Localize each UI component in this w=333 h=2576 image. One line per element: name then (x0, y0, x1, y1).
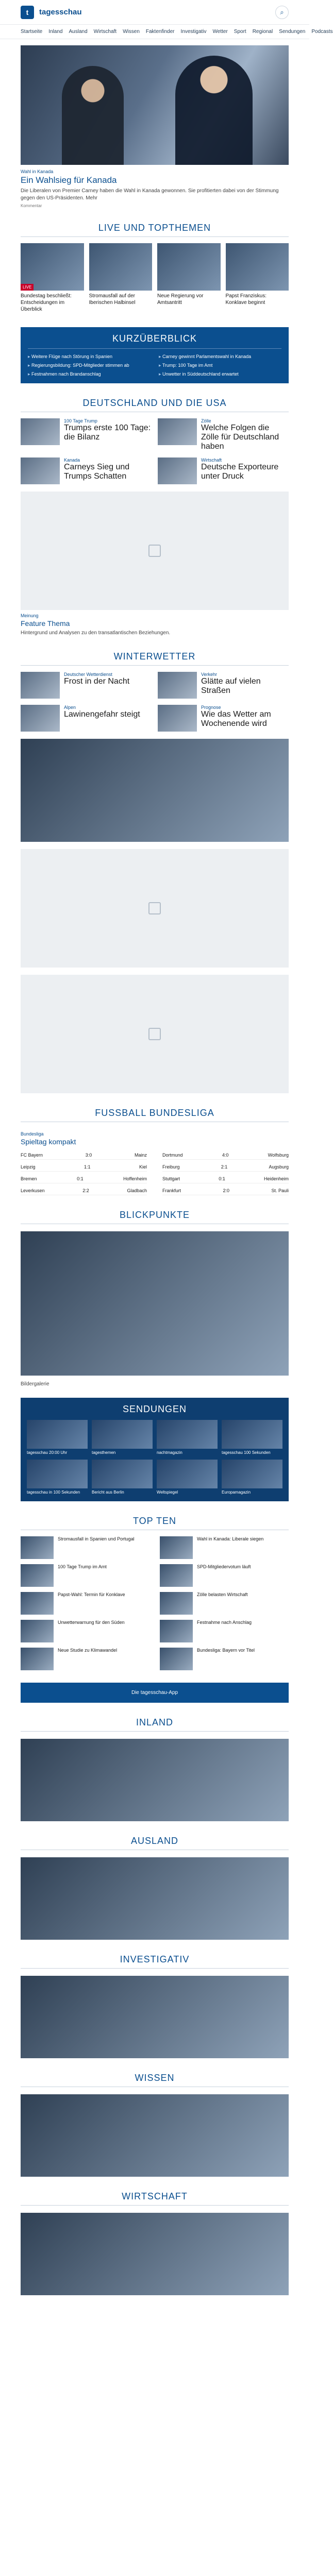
briefing-item[interactable]: ▸ Unwetter in Süddeutschland erwartet (159, 371, 281, 377)
top-item-image[interactable] (21, 1648, 54, 1670)
article-title[interactable]: Frost in der Nacht (64, 676, 130, 686)
nav-item-10[interactable]: Sendungen (279, 29, 306, 35)
match-away: Augsburg (269, 1164, 289, 1170)
top-item[interactable] (21, 1592, 149, 1615)
article-title[interactable]: Deutsche Exporteure unter Druck (201, 463, 279, 481)
match-row[interactable] (162, 1187, 289, 1195)
top-item-title: SPD-Mitgliedervotum läuft (197, 1564, 251, 1569)
article-teaser[interactable] (21, 418, 152, 451)
hero-image[interactable] (21, 45, 289, 165)
match-row[interactable] (21, 1151, 147, 1160)
article-image[interactable] (158, 418, 197, 445)
top-item-title: Wahl in Kanada: Liberale siegen (197, 1536, 264, 1541)
match-away: Mainz (134, 1152, 147, 1158)
briefing-list (28, 354, 281, 377)
top-bar (0, 0, 309, 25)
section-title-weather: WINTERWETTER (0, 651, 309, 666)
match-score: 0:1 (77, 1176, 84, 1181)
match-row[interactable] (162, 1175, 289, 1183)
top-item[interactable] (21, 1620, 149, 1642)
section-title-ausland: AUSLAND (0, 1836, 309, 1850)
article-kicker: Wirtschaft (201, 457, 222, 463)
search-icon[interactable]: ⌕ (275, 6, 289, 19)
article-image[interactable] (21, 672, 60, 699)
article-title[interactable]: Wie das Wetter am Wochenende wird (201, 709, 271, 728)
feature-title[interactable]: Feature Thema (21, 619, 70, 628)
live-card-image[interactable] (226, 243, 289, 291)
broadcast-title: tagesschau 100 Sekunden (222, 1450, 271, 1455)
match-score: 2:2 (82, 1188, 89, 1193)
live-badge: LIVE (21, 284, 34, 291)
image-placeholder-icon (148, 545, 161, 557)
broadcast-item[interactable] (92, 1460, 153, 1495)
bundesliga-headline[interactable]: Spieltag kompakt (21, 1137, 76, 1146)
bundesliga-kicker: Bundesliga (21, 1131, 44, 1137)
live-card-image[interactable] (89, 243, 153, 291)
inland-image[interactable] (21, 1739, 289, 1821)
top-item-title: Zölle belasten Wirtschaft (197, 1592, 248, 1597)
ad-placeholder (21, 975, 289, 1093)
top-list (0, 1536, 309, 1670)
match-home: Dortmund (162, 1152, 183, 1158)
top-item-image[interactable] (21, 1592, 54, 1615)
briefing-item[interactable]: ▸ Regierungsbildung: SPD-Mitglieder stimmen ab (28, 363, 151, 368)
top-item-image[interactable] (160, 1564, 193, 1587)
top-item[interactable] (160, 1536, 289, 1559)
feature-teaser: Hintergrund und Analysen zu den transatlantischen Beziehungen. (21, 630, 171, 636)
match-away: Wolfsburg (268, 1152, 289, 1158)
article-row (0, 418, 309, 451)
article-kicker: Kanada (64, 457, 80, 463)
match-away: Heidenheim (263, 1176, 289, 1181)
bundesliga-intro (0, 1128, 309, 1146)
top-item-image[interactable] (21, 1536, 54, 1559)
nav-item-9[interactable]: Regional (252, 29, 273, 35)
article-teaser[interactable] (158, 705, 289, 732)
article-text (64, 457, 152, 484)
article-text (201, 418, 289, 451)
broadcast-title: tagesschau 20:00 Uhr (27, 1450, 68, 1455)
live-card-title[interactable]: Bundestag beschließt: Entscheidungen im Überblick (21, 293, 72, 312)
section-title-top: TOP TEN (0, 1516, 309, 1530)
match-row[interactable] (21, 1187, 147, 1195)
briefing-item[interactable]: ▸ Trump: 100 Tage im Amt (159, 363, 281, 368)
article-text (64, 672, 129, 699)
broadcast-item[interactable] (157, 1460, 218, 1495)
match-score: 2:0 (223, 1188, 229, 1193)
broadcast-title: Bericht aus Berlin (92, 1490, 124, 1495)
article-title[interactable]: Lawinengefahr steigt (64, 709, 140, 719)
live-card-title[interactable]: Stromausfall auf der Iberischen Halbinsel (89, 293, 136, 306)
usa-feature (0, 610, 309, 637)
article-title[interactable]: Welche Folgen die Zölle für Deutschland haben (201, 423, 279, 451)
section-title-blickpunkte: BLICKPUNKTE (0, 1210, 309, 1224)
bundesliga-results (21, 1151, 289, 1195)
broadcast-image[interactable] (222, 1460, 282, 1488)
nav-item-6[interactable]: Investigativ (180, 29, 207, 35)
article-kicker: Zölle (201, 418, 211, 423)
article-teaser[interactable] (158, 672, 289, 699)
broadcast-title: Weltspiegel (157, 1490, 178, 1495)
top-item-image[interactable] (160, 1536, 193, 1559)
match-home: Stuttgart (162, 1176, 180, 1181)
hero-meta: Kommentar (21, 204, 42, 208)
live-card[interactable] (21, 243, 84, 313)
investigativ-image[interactable] (21, 1976, 289, 2058)
hero-teaser: Die Liberalen von Premier Carney haben die Wahl in Kanada gewonnen. Sie profitierten dabei von der Stimmung gegen den US-Präsidenten. Mehr (21, 188, 279, 201)
gallery-caption-text: Bildergalerie (21, 1381, 49, 1387)
top-item-title: 100 Tage Trump im Amt (58, 1564, 107, 1569)
match-home: Leipzig (21, 1164, 36, 1170)
live-card[interactable] (89, 243, 153, 313)
match-home: Freiburg (162, 1164, 180, 1170)
hero-person-right (175, 56, 253, 165)
nav-item-0[interactable]: Startseite (21, 29, 43, 35)
match-row[interactable] (162, 1163, 289, 1172)
broadcast-item[interactable] (222, 1420, 282, 1455)
broadcast-image[interactable] (222, 1420, 282, 1449)
match-away: Gladbach (127, 1188, 147, 1193)
live-card-image[interactable] (157, 243, 221, 291)
broadcast-image[interactable] (92, 1460, 153, 1488)
article-text (201, 705, 289, 732)
article-title[interactable]: Carneys Sieg und Trumps Schatten (64, 463, 130, 481)
section-title-wissen: WISSEN (0, 2073, 309, 2087)
top-item-image[interactable] (21, 1564, 54, 1587)
nav-item-1[interactable]: Inland (48, 29, 63, 35)
broadcast-item[interactable] (27, 1420, 88, 1455)
article-text (201, 457, 289, 484)
top-item[interactable] (160, 1620, 289, 1642)
app-promo[interactable]: Die tagesschau-App (21, 1683, 289, 1703)
article-kicker: 100 Tage Trump (64, 418, 97, 423)
feature-kicker: Meinung (21, 613, 39, 618)
match-home: FC Bayern (21, 1152, 43, 1158)
match-score: 4:0 (222, 1152, 229, 1158)
broadcast-item[interactable] (222, 1460, 282, 1495)
image-placeholder-icon (148, 902, 161, 914)
section-title-investigativ: INVESTIGATIV (0, 1954, 309, 1969)
article-image[interactable] (21, 457, 60, 484)
broadcast-image[interactable] (27, 1420, 88, 1449)
article-row (0, 705, 309, 732)
article-teaser[interactable] (21, 672, 152, 699)
top-item-image[interactable] (160, 1592, 193, 1615)
briefing-item[interactable]: ▸ Weitere Flüge nach Störung in Spanien (28, 354, 151, 360)
article-kicker: Deutscher Wetterdienst (64, 671, 112, 677)
ad-placeholder (21, 492, 289, 610)
ad-placeholder (21, 849, 289, 968)
broadcast-image[interactable] (157, 1460, 218, 1488)
broadcast-image[interactable] (92, 1420, 153, 1449)
top-item-title: Festnahme nach Anschlag (197, 1620, 252, 1625)
logo-text[interactable]: tagesschau (39, 8, 82, 16)
live-card[interactable] (157, 243, 221, 313)
match-away: St. Pauli (271, 1188, 289, 1193)
broadcast-title: tagesthemen (92, 1450, 116, 1455)
article-teaser[interactable] (158, 418, 289, 451)
match-row[interactable] (162, 1151, 289, 1160)
live-card-title[interactable]: Neue Regierung vor Amtsantritt (157, 293, 204, 306)
top-item[interactable] (160, 1592, 289, 1615)
weather-image[interactable] (21, 739, 289, 842)
top-item-image[interactable] (21, 1620, 54, 1642)
briefing-item[interactable]: ▸ Festnahmen nach Brandanschlag (28, 371, 151, 377)
section-title-live: LIVE UND TOPTHEMEN (0, 223, 309, 237)
match-away: Hoffenheim (123, 1176, 147, 1181)
top-item-image[interactable] (160, 1648, 193, 1670)
hero-person-left (62, 66, 124, 165)
logo-icon[interactable]: t (21, 6, 34, 19)
article-row (0, 672, 309, 699)
article-kicker: Prognose (201, 704, 221, 710)
top-item-image[interactable] (160, 1620, 193, 1642)
broadcast-item[interactable] (27, 1460, 88, 1495)
broadcasts-title: SENDUNGEN (122, 1404, 187, 1414)
match-score: 3:0 (85, 1152, 92, 1158)
match-row[interactable] (21, 1175, 147, 1183)
live-card-title[interactable]: Papst Franziskus: Konklave beginnt (225, 293, 267, 306)
top-item[interactable] (160, 1648, 289, 1670)
match-row[interactable] (21, 1163, 147, 1172)
match-home: Leverkusen (21, 1188, 45, 1193)
top-item-title: Bundesliga: Bayern vor Titel (197, 1648, 255, 1653)
article-title[interactable]: Trumps erste 100 Tage: die Bilanz (64, 423, 151, 442)
hero-kicker: Wahl in Kanada (21, 169, 54, 174)
broadcasts-grid (27, 1420, 282, 1495)
main-navigation (0, 25, 333, 39)
ausland-image[interactable] (21, 1857, 289, 1940)
briefing-box (21, 327, 289, 383)
hero-headline[interactable]: Ein Wahlsieg für Kanada (21, 175, 117, 185)
top-item[interactable] (21, 1536, 149, 1559)
briefing-item[interactable]: ▸ Carney gewinnt Parlamentswahl in Kanada (159, 354, 281, 360)
section-title-usa: DEUTSCHLAND UND DIE USA (0, 398, 309, 412)
broadcast-title: tagesschau in 100 Sekunden (27, 1490, 80, 1495)
nav-item-3[interactable]: Wirtschaft (93, 29, 117, 35)
nav-item-2[interactable]: Ausland (69, 29, 88, 35)
article-image[interactable] (21, 705, 60, 732)
match-home: Frankfurt (162, 1188, 181, 1193)
article-text (64, 705, 140, 732)
top-item-title: Stromausfall in Spanien und Portugal (58, 1536, 135, 1541)
broadcast-title: Europamagazin (222, 1490, 251, 1495)
nav-item-5[interactable]: Faktenfinder (145, 29, 175, 35)
article-row (0, 457, 309, 484)
article-image[interactable] (158, 672, 197, 699)
article-image[interactable] (158, 705, 197, 732)
gallery-caption (0, 1376, 309, 1388)
match-score: 0:1 (219, 1176, 225, 1181)
top-item[interactable] (21, 1564, 149, 1587)
article-image[interactable] (158, 457, 197, 484)
top-item[interactable] (21, 1648, 149, 1670)
broadcast-item[interactable] (92, 1420, 153, 1455)
nav-item-11[interactable]: Podcasts (311, 29, 333, 35)
top-item-title: Unwetterwarnung für den Süden (58, 1620, 125, 1625)
section-title-inland: INLAND (0, 1717, 309, 1732)
live-card-image[interactable] (21, 243, 84, 291)
article-text (201, 672, 289, 699)
briefing-title: KURZÜBERBLICK (28, 333, 281, 349)
top-item[interactable] (160, 1564, 289, 1587)
match-home: Bremen (21, 1176, 37, 1181)
wirtschaft-image[interactable] (21, 2213, 289, 2295)
article-teaser[interactable] (158, 457, 289, 484)
article-image[interactable] (21, 418, 60, 445)
wissen-image[interactable] (21, 2094, 289, 2177)
section-title-wirtschaft: WIRTSCHAFT (0, 2191, 309, 2206)
broadcasts-box (21, 1398, 289, 1501)
section-title-bundesliga: FUSSBALL BUNDESLIGA (0, 1108, 309, 1122)
gallery-image[interactable] (21, 1231, 289, 1376)
nav-item-7[interactable]: Wetter (212, 29, 228, 35)
broadcast-item[interactable] (157, 1420, 218, 1455)
article-kicker: Alpen (64, 704, 76, 710)
match-away: Kiel (139, 1164, 147, 1170)
image-placeholder-icon (148, 1028, 161, 1040)
nav-item-8[interactable]: Sport (234, 29, 246, 35)
broadcast-image[interactable] (157, 1420, 218, 1449)
top-item-title: Neue Studie zu Klimawandel (58, 1648, 118, 1653)
broadcast-image[interactable] (27, 1460, 88, 1488)
top-item-title: Papst-Wahl: Termin für Konklave (58, 1592, 125, 1597)
match-score: 2:1 (221, 1164, 228, 1170)
article-title[interactable]: Glätte auf vielen Straßen (201, 676, 261, 695)
broadcast-title: nachtmagazin (157, 1450, 182, 1455)
nav-item-4[interactable]: Wissen (123, 29, 140, 35)
live-cards (0, 243, 309, 313)
article-text (64, 418, 152, 451)
article-teaser[interactable] (21, 457, 152, 484)
article-teaser[interactable] (21, 705, 152, 732)
article-kicker: Verkehr (201, 671, 218, 677)
live-card[interactable] (226, 243, 289, 313)
match-score: 1:1 (84, 1164, 91, 1170)
hero-text (0, 165, 309, 208)
